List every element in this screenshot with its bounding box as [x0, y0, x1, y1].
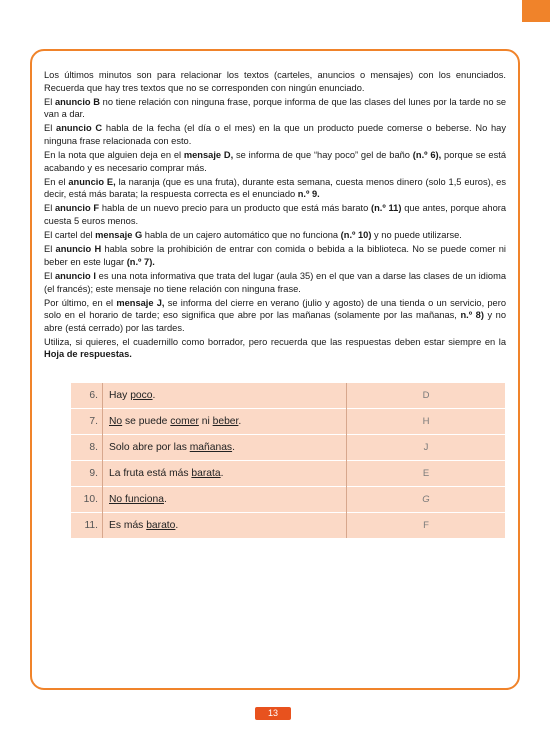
- text-run: El: [44, 123, 57, 134]
- answer-row: [71, 383, 505, 409]
- bold-text: mensaje G: [95, 230, 143, 241]
- text-run: se informa del cierre en verano (julio y agosto) de una tienda o un servicio, pero solo en el horario de tarde; eso significa que abre por las mañanas (solamente por las mañanas,: [44, 297, 506, 321]
- underlined-text: beber: [212, 416, 239, 427]
- bold-text: (n.º 6),: [412, 150, 442, 161]
- text-run: .: [152, 390, 156, 401]
- answer-sentence: [103, 513, 347, 539]
- paragraph: [44, 243, 506, 268]
- underlined-text: comer: [170, 416, 199, 427]
- answer-row: [71, 409, 505, 435]
- bold-text: anuncio C: [56, 123, 103, 134]
- text-run: habla de un cajero automático que no funciona: [142, 230, 341, 241]
- paragraph: [44, 270, 506, 295]
- answer-sentence: [103, 383, 347, 409]
- text-run: ni: [198, 416, 213, 427]
- answer-letter: E: [347, 461, 506, 487]
- text-run: habla sobre la prohibición de entrar con comida o bebida a la biblioteca. No se puede comer ni beber en este lugar: [44, 244, 506, 267]
- answer-sentence: [103, 435, 347, 461]
- text-run: El: [44, 96, 55, 107]
- corner-tab: [522, 0, 550, 22]
- text-run: .: [232, 442, 235, 453]
- bold-text: anuncio H: [55, 244, 102, 255]
- answer-row: [71, 513, 505, 539]
- text-run: En la nota que alguien deja en el: [44, 150, 184, 161]
- answer-letter: G: [347, 487, 506, 513]
- bold-text: Hoja de respuestas.: [44, 349, 132, 360]
- underlined-text: barato: [146, 520, 176, 531]
- bold-text: (n.º 11): [371, 203, 402, 214]
- text-run: habla de un nuevo precio para un producto que está más barato: [99, 203, 372, 214]
- text-run: no tiene relación con ninguna frase, porque informa de que las clases del lunes por la tarde no se van a dar.: [44, 96, 507, 120]
- text-run: habla de la fecha (el día o el mes) en la que un producto puede comerse o beberse. No hay ninguna frase relacionada con esto.: [44, 123, 507, 146]
- underlined-text: poco: [130, 390, 153, 401]
- bold-text: n.º 8): [460, 310, 484, 321]
- text-run: .: [175, 520, 179, 531]
- text-run: y no puede utilizarse.: [371, 230, 462, 241]
- answer-sentence: [103, 409, 347, 435]
- answer-number: 6.: [71, 383, 103, 409]
- paragraph: [44, 149, 506, 174]
- bold-text: anuncio B: [54, 96, 100, 107]
- text-run: se puede: [122, 416, 171, 427]
- bold-text: mensaje J,: [116, 297, 165, 308]
- paragraph: [44, 122, 506, 147]
- text-run: El cartel del: [44, 230, 96, 241]
- bold-text: (n.º 7).: [126, 256, 155, 267]
- bold-text: anuncio F: [55, 203, 100, 214]
- bold-text: mensaje D,: [183, 150, 234, 161]
- answer-row: [71, 435, 505, 461]
- text-run: Hay: [109, 390, 131, 401]
- answer-number: 11.: [71, 513, 103, 539]
- text-run: que antes, porque ahora cuesta 5 euros menos.: [44, 203, 507, 227]
- text-run: Es más: [109, 520, 147, 531]
- bold-text: n.º 9.: [297, 189, 320, 200]
- text-run: El: [44, 270, 55, 281]
- answer-number: 9.: [71, 461, 103, 487]
- text-run: y no abre (está cerrado) por las tardes.: [44, 310, 507, 333]
- paragraph: [44, 202, 506, 227]
- underlined-text: No: [109, 416, 123, 427]
- answer-letter: F: [347, 513, 506, 539]
- text-run: El: [44, 203, 56, 214]
- text-run: Los últimos minutos son para relacionar los textos (carteles, anuncios o mensajes) con los enunciados. Recuerda que hay tres textos que no se corresponden con ningún enunciado.: [44, 70, 506, 93]
- text-run: Solo abre por las: [109, 442, 190, 453]
- answer-letter: J: [347, 435, 506, 461]
- answer-sentence: [103, 487, 347, 513]
- underlined-text: barata: [191, 468, 221, 479]
- paragraph: [44, 176, 506, 201]
- answers-table: [71, 383, 505, 538]
- text-run: porque se está acabando y es necesario comprar más.: [44, 150, 507, 173]
- explanation-text: [44, 69, 506, 363]
- paragraph: [44, 336, 506, 361]
- paragraph: [44, 297, 506, 335]
- text-run: es una nota informativa que trata del lugar (aula 35) en el que van a darse las clases de un idioma (el francés); este mensaje no tiene relación con ninguna frase.: [44, 270, 506, 294]
- text-run: .: [238, 416, 242, 427]
- text-run: Por último, en el: [44, 297, 117, 308]
- answer-number: 10.: [71, 487, 103, 513]
- answer-row: [71, 461, 505, 487]
- page-number: 13: [255, 707, 291, 720]
- paragraph: [44, 96, 506, 121]
- paragraph: [44, 229, 506, 242]
- bold-text: anuncio E,: [68, 176, 116, 187]
- bold-text: (n.º 10): [340, 230, 372, 241]
- answer-sentence: [103, 461, 347, 487]
- underlined-text: mañanas: [189, 442, 233, 453]
- answer-number: 7.: [71, 409, 103, 435]
- answer-row: [71, 487, 505, 513]
- text-run: La fruta está más: [109, 468, 192, 479]
- answer-letter: D: [347, 383, 506, 409]
- bold-text: anuncio I: [54, 270, 96, 281]
- text-run: .: [220, 468, 224, 479]
- text-run: la naranja (que es una fruta), durante esta semana, cuesta menos dinero (solo 1,5 euros), es decir, está más barata; la respuesta correcta es el enunciado: [44, 176, 506, 200]
- text-run: El: [44, 244, 56, 255]
- text-run: Utiliza, si quieres, el cuadernillo como borrador, pero recuerda que las respuestas deben estar siempre en la: [44, 336, 506, 347]
- paragraph: [44, 69, 506, 94]
- text-run: se informa de que “hay poco” gel de baño: [233, 150, 413, 161]
- answer-letter: H: [347, 409, 506, 435]
- underlined-text: No funciona: [109, 494, 164, 505]
- text-run: .: [163, 494, 167, 505]
- answer-number: 8.: [71, 435, 103, 461]
- text-run: En el: [44, 176, 69, 187]
